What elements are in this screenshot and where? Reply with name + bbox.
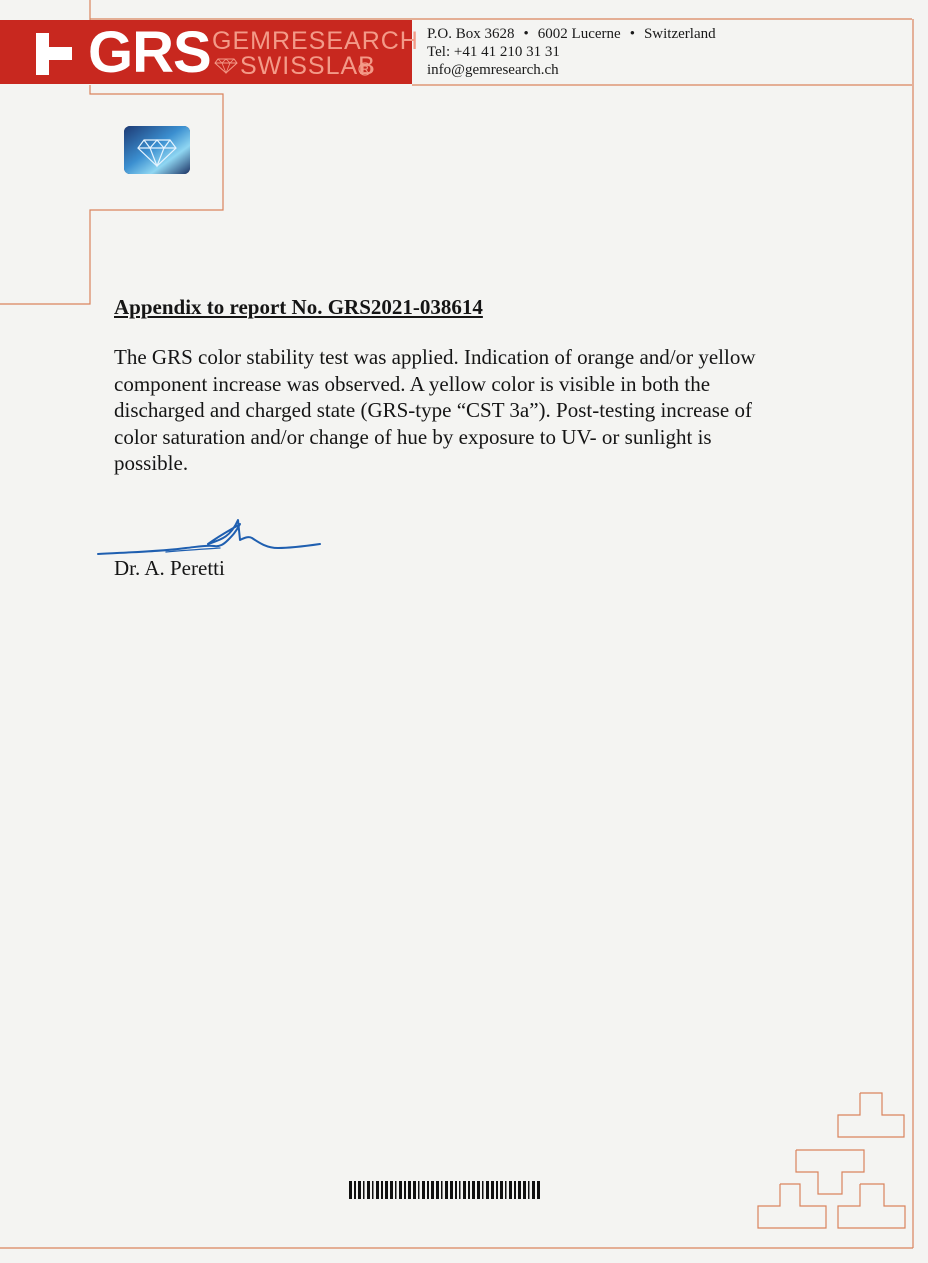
diamond-icon	[214, 58, 238, 79]
header-logo-band	[0, 20, 419, 85]
bullet-separator: •	[629, 26, 635, 42]
registered-mark-icon	[358, 62, 372, 81]
barcode-icon	[349, 1181, 541, 1204]
body-line: possible.	[114, 451, 189, 475]
country: Switzerland	[643, 26, 716, 42]
signer-name: Dr. A. Peretti	[114, 556, 225, 580]
body-line: discharged and charged state (GRS-type “CST 3a”). Post-testing increase of	[114, 398, 752, 422]
logo-line-gemresearch: GEMRESEARCH	[212, 27, 419, 55]
phone: Tel: +41 41 210 31 31	[427, 44, 560, 60]
logo-line-swisslab: SWISSLAB	[240, 52, 376, 80]
page-title: Appendix to report No. GRS2021-038614	[114, 295, 483, 319]
contact-info	[427, 25, 716, 79]
bullet-separator: •	[523, 26, 529, 42]
body-line: color saturation and/or change of hue by exposure to UV- or sunlight is	[114, 424, 712, 449]
logo-brand: GRS	[88, 20, 211, 85]
po-box: P.O. Box 3628	[427, 26, 515, 42]
diamond-hologram-icon	[124, 126, 190, 174]
city: 6002 Lucerne	[537, 26, 621, 42]
swiss-cross-icon	[36, 33, 76, 75]
email: info@gemresearch.ch	[427, 62, 559, 78]
body-line: The GRS color stability test was applied. Indication of orange and/or yellow	[114, 345, 756, 369]
body-paragraph	[114, 344, 834, 477]
body-line: component increase was observed. A yellow color is visible in both the	[114, 371, 711, 396]
address-line	[427, 25, 716, 43]
